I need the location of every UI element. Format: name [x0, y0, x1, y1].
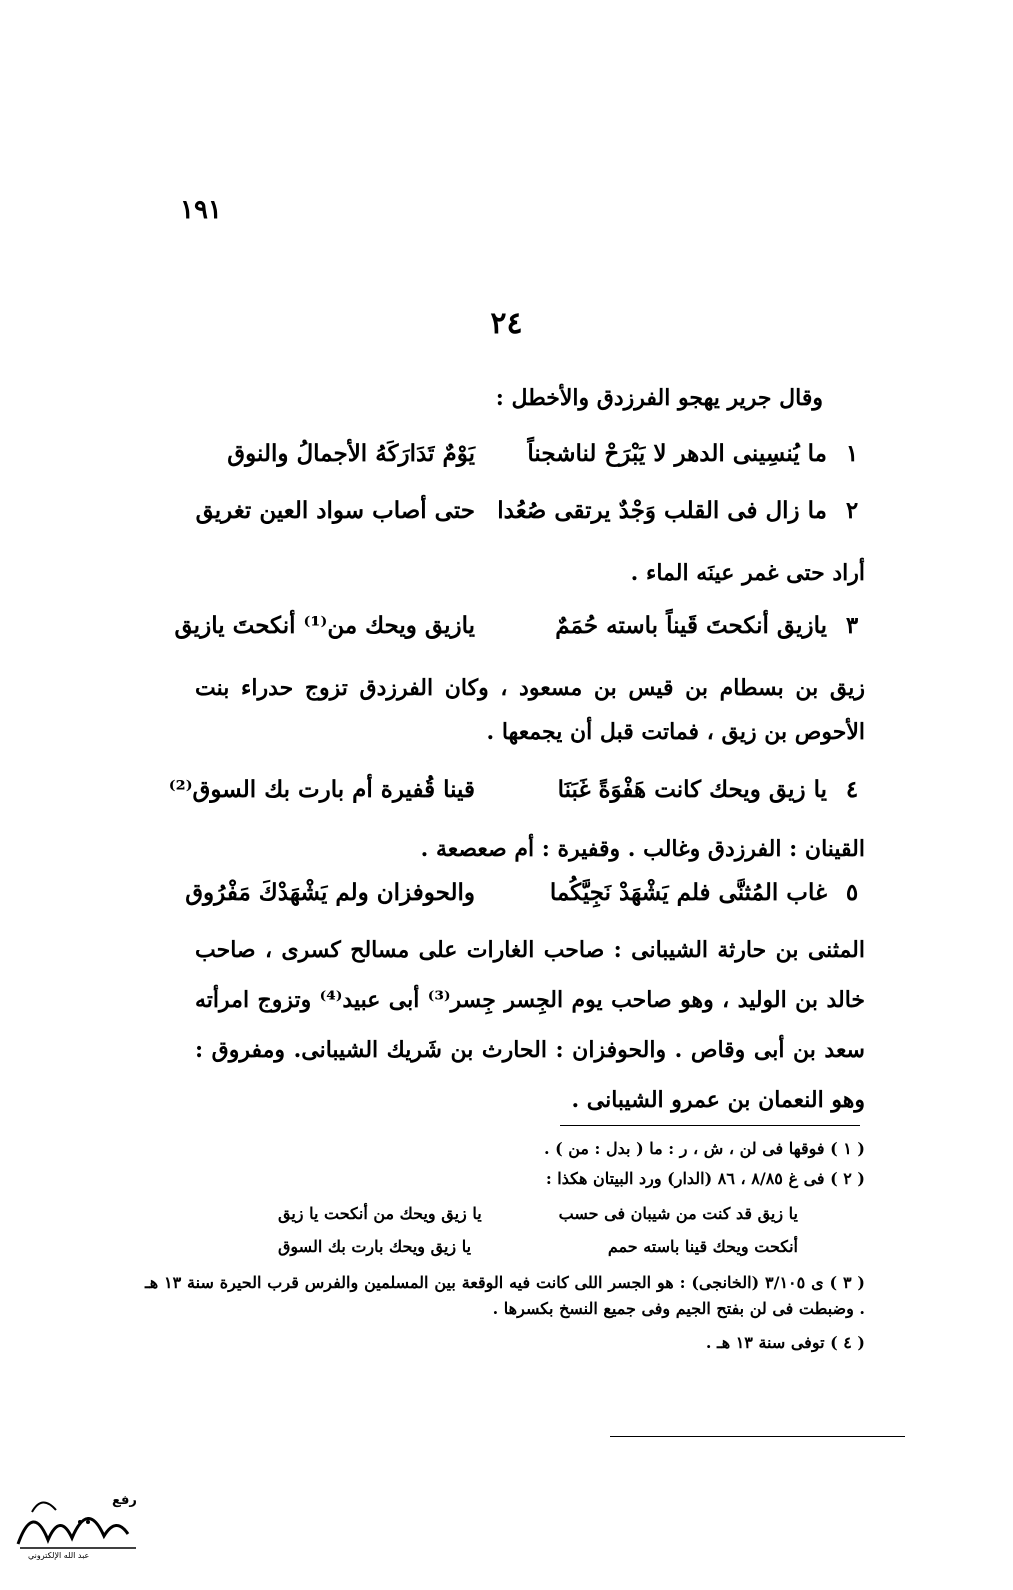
verse-number: ٣ — [845, 612, 859, 639]
verse-number: ٤ — [845, 776, 859, 803]
verse-first-hemistich: ما زال فى القلب وَجْدٌ يرتقى صُعُدا — [497, 497, 827, 524]
footnote-1: ( ١ ) فوقها فى لن ، ش ، ر : ما ( بدل : من ) . — [543, 1139, 865, 1158]
commentary-verse-3: زيق بن بسطام بن قيس بن مسعود ، وكان الفرزدق تزوج حدراء بنت الأحوص بن زيق ، فماتت قبل أن يجمعها . — [195, 675, 865, 745]
poem-number: ٢٤ — [490, 306, 523, 341]
commentary-verse-5: المثنى بن حارثة الشيبانى : صاحب الغارات على مسالح كسرى ، صاحب خالد بن الوليد ، وهو صاحب يوم الجِسر جِسر⁽³⁾ أبى عبيد⁽⁴⁾ وتزوج امرأته سعد بن أبى وقاص . والحوفزان : الحارث بن شَريك الشيبانى. ومفروق : وهو النعمان بن عمرو الشيبانى . — [195, 937, 866, 1113]
commentary-verse-4: القينان : الفرزدق وغالب . وقفيرة : أم صعصعة . — [420, 836, 865, 862]
footnote-divider — [560, 1125, 860, 1126]
svg-text:عبد الله الإلكتروني: عبد الله الإلكتروني — [28, 1551, 90, 1560]
verse-second-hemistich: يازيق ويحك من⁽¹⁾ أنكحتَ يازيق — [174, 612, 475, 639]
verse-2 — [145, 497, 865, 541]
footnote-verse-first: يا زيق قد كنت من شيبان فى حسب — [558, 1204, 798, 1223]
intro-line: وقال جرير يهجو الفرزدق والأخطل : — [495, 385, 823, 411]
verse-second-hemistich: والحوفزان ولم يَشْهَدْكَ مَفْرُوق — [185, 879, 475, 906]
library-stamp-logo — [8, 1482, 148, 1560]
verse-first-hemistich: يازيق أنكحتَ قَيناً باسته حُمَمٌ — [555, 612, 827, 639]
footnote-verse-second: يا زيق ويحك من أنكحت يا زيق — [278, 1204, 482, 1223]
footnote-verse-1 — [278, 1204, 798, 1234]
verse-5 — [145, 879, 865, 923]
page-number: ١٩١ — [180, 195, 222, 225]
footnote-2: ( ٢ ) فى غ ٨/٨٥ ، ٨٦ (الدار) ورد البيتان هكذا : — [545, 1169, 865, 1188]
footnote-4: ( ٤ ) توفى سنة ١٣ هـ . — [705, 1333, 865, 1352]
footnote-verse-second: يا زيق ويحك بارت بك السوق — [278, 1237, 472, 1256]
verse-second-hemistich: حتى أصاب سواد العين تغريق — [195, 497, 475, 524]
verse-second-hemistich: يَوْمٌ تَدَارَكَهُ الأجمالُ والنوق — [227, 440, 475, 467]
commentary-verse-2: أراد حتى غمر عينَه الماء . — [630, 560, 865, 586]
verse-3 — [145, 612, 865, 656]
verse-number: ٥ — [845, 879, 859, 906]
bottom-divider — [610, 1436, 905, 1437]
footnote-verse-2 — [278, 1237, 798, 1267]
footnote-verse-first: أنكحت ويحك قينا باسته حمم — [607, 1237, 798, 1256]
verse-second-hemistich: قينا قُفيرة أم بارت بك السوق⁽²⁾ — [168, 776, 475, 803]
verse-4 — [145, 776, 865, 820]
verse-number: ١ — [845, 440, 859, 467]
verse-first-hemistich: ما يُنسِينى الدهر لا يَبْرَحْ لناشجناً — [527, 440, 827, 467]
verse-1 — [145, 440, 865, 484]
verse-first-hemistich: يا زيق ويحك كانت هَفْوَةً غَبَنَا — [557, 776, 827, 803]
verse-first-hemistich: غاب المُثنَّى فلم يَشْهَدْ نَجِيَّكُما — [549, 879, 827, 906]
svg-text:رفع: رفع — [112, 1493, 137, 1508]
footnote-3: ( ٣ ) ى ٣/١٠٥ (الخانجى) : هو الجسر اللى كانت فيه الوقعة بين المسلمين والفرس قرب الحيرة سنة ١٣ هـ . وضبطت فى لن بفتح الجيم وفى جميع النسخ بكسرها . — [145, 1273, 865, 1318]
verse-number: ٢ — [845, 497, 859, 524]
